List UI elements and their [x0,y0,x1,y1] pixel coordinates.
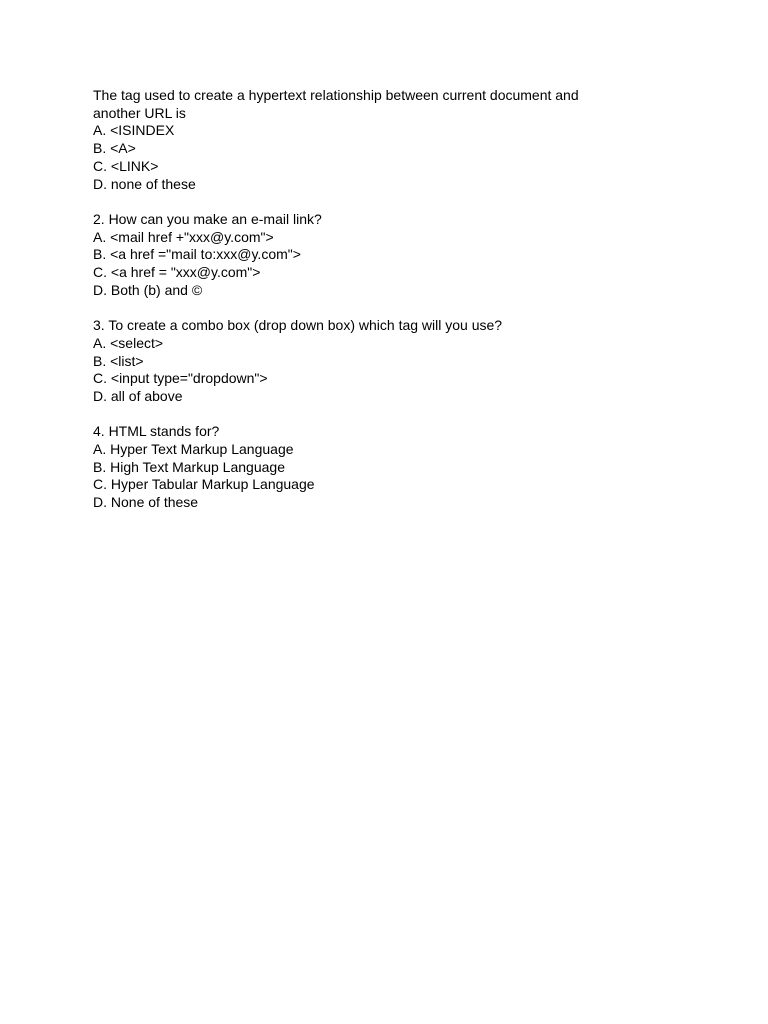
quiz-content [93,87,613,512]
answer-option: D. None of these [93,494,199,511]
answer-option: C. <a href = "xxx@y.com"> [93,264,261,281]
answer-option: C. <input type="dropdown"> [93,370,268,387]
answer-option: B. <list> [93,352,144,369]
question-3 [93,317,613,406]
answer-option: D. none of these [93,175,196,192]
question-1 [93,87,613,193]
question-prompt: 4. HTML stands for? [93,423,220,440]
answer-option: A. <mail href +"xxx@y.com"> [93,228,274,245]
question-2 [93,211,613,300]
answer-option: D. all of above [93,387,183,404]
answer-option: A. <select> [93,334,164,351]
question-prompt: The tag used to create a hypertext relationship between current document and another URL is [93,87,583,121]
answer-option: C. Hyper Tabular Markup Language [93,476,315,493]
question-prompt: 2. How can you make an e-mail link? [93,210,322,227]
answer-option: D. Both (b) and © [93,281,203,298]
answer-option: C. <LINK> [93,157,159,174]
answer-option: A. <ISINDEX [93,122,175,139]
answer-option: B. <A> [93,140,136,157]
answer-option: A. Hyper Text Markup Language [93,441,294,458]
answer-option: B. High Text Markup Language [93,458,285,475]
question-prompt: 3. To create a combo box (drop down box) which tag will you use? [93,317,503,334]
answer-option: B. <a href ="mail to:xxx@y.com"> [93,246,301,263]
question-4 [93,423,613,512]
